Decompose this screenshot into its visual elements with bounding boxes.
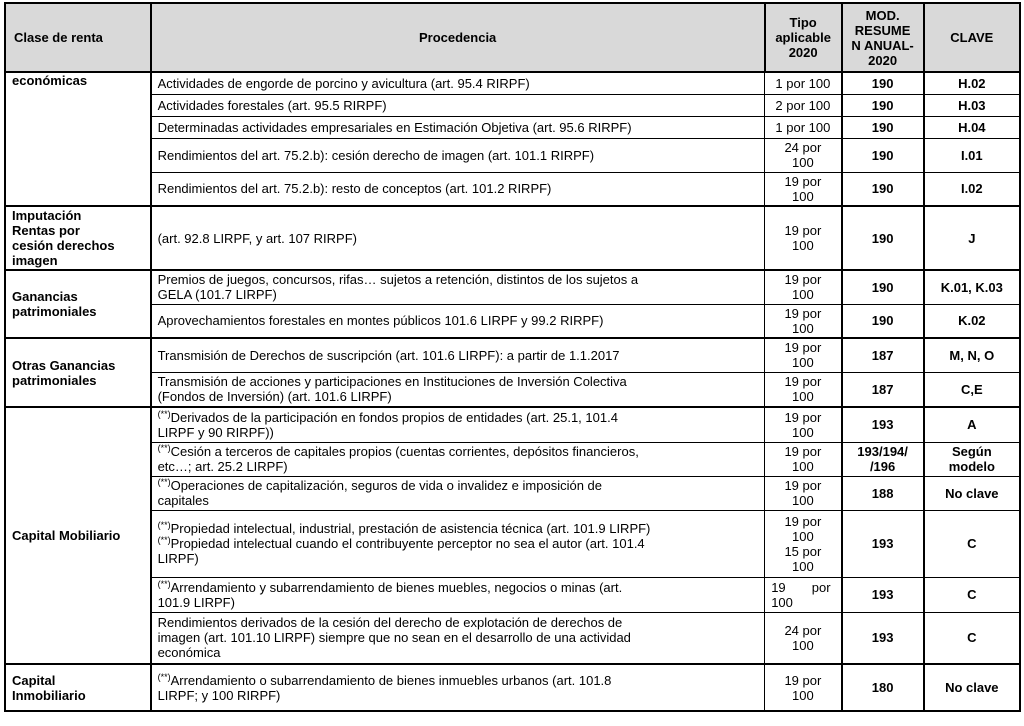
tipo-line: 24 por [784,622,822,638]
proc-line: (Fondos de Inversión) (art. 101.6 LIRPF) [157,389,392,405]
tipo-cell [765,407,842,442]
clave-cell: K.02 [924,304,1020,338]
header-tipo [765,3,842,72]
table-row [5,270,1020,304]
tipo-line: 100 [792,493,814,508]
proc-line: Derivados de la participación en fondos propios de entidades (art. 25.1, 101.4 [170,409,618,425]
table-row [5,510,1020,577]
tipo-cell [765,577,842,612]
header-tipo-line: Tipo [789,15,817,30]
marker-sup: (**) [157,477,171,487]
table-row [5,72,1020,94]
tipo-split [771,580,834,595]
header-row [5,3,1020,72]
group-label-line: patrimoniales [12,304,97,319]
table-row [5,476,1020,510]
group-label-line: Rentas por [12,223,80,238]
tipo-cell: 1 por 100 [765,72,842,94]
header-procedencia: Procedencia [151,3,765,72]
proc-line: LIRPF y 90 RIRPF)) [157,424,274,440]
tipo-line: 19 por [784,272,822,288]
proc-line: Premios de juegos, concursos, rifas… sujetos a retención, distintos de los sujetos a [157,272,639,288]
clave-cell: M, N, O [924,338,1020,372]
clave-cell: H.03 [924,94,1020,116]
clave-cell: A [924,407,1020,442]
header-mod-line: MOD. [865,7,900,23]
tipo-line: 100 [792,320,814,336]
tipo-line: 100 [792,528,814,544]
marker-sup: (**) [157,671,171,682]
tipo-cell [765,270,842,304]
tipo-cell [765,138,842,172]
clave-cell: No clave [924,664,1020,711]
procedencia-cell [151,476,765,510]
clave-cell: K.01, K.03 [924,270,1020,304]
header-tipo-line: aplicable [775,30,831,45]
group-label-otras-ganancias [5,338,151,407]
tipo-line: 100 [792,389,814,405]
clave-cell: J [924,206,1020,270]
tipo-line: 19 por [784,374,822,390]
mod-cell: 180 [842,664,924,711]
clave-cell: C [924,612,1020,664]
table-row [5,442,1020,476]
tipo-cell [765,172,842,206]
mod-cell: 190 [842,270,924,304]
mod-cell: 188 [842,476,924,510]
group-label-line: patrimoniales [12,372,97,388]
marker-sup: (**) [157,408,171,419]
tipo-line: 100 [792,637,814,653]
tipo-line: 100 [792,459,814,474]
mod-cell: 193 [842,612,924,664]
mod-cell: 190 [842,138,924,172]
group-label-ganancias [5,270,151,338]
mod-cell: 187 [842,372,924,407]
tipo-line: 19 por [784,223,822,238]
procedencia-cell [151,612,765,664]
tipo-line: por [811,579,831,595]
tipo-line: 100 [792,558,814,574]
tipo-cell [765,612,842,664]
proc-line: Propiedad intelectual cuando el contribuyente perceptor no sea el autor (art. 101.4 [170,536,645,551]
tipo-line: 19 por [784,444,822,459]
group-label-line: imagen [12,253,58,268]
procedencia-cell [151,510,765,577]
tipo-line: 19 por [784,305,822,321]
procedencia-cell: Aprovechamientos forestales en montes públicos 101.6 LIRPF y 99.2 RIRPF) [151,304,765,338]
group-label-imputacion [5,206,151,270]
proc-line: Cesión a terceros de capitales propios (cuentas corrientes, depósitos financieros, [170,444,639,459]
renta-table [4,2,1021,712]
procedencia-cell [151,442,765,476]
procedencia-cell [151,270,765,304]
tipo-line: 19 por [784,409,822,425]
mod-line: /196 [869,459,896,474]
group-label-economicas: económicas [5,72,151,206]
marker-sup: (**) [157,443,171,453]
table-row [5,338,1020,372]
proc-line: 101.9 LIRPF) [157,594,235,610]
tipo-line: 19 por [784,478,822,493]
header-tipo-line: 2020 [788,45,818,60]
procedencia-cell: Rendimientos del art. 75.2.b): resto de conceptos (art. 101.2 RIRPF) [151,172,765,206]
table-row [5,206,1020,270]
clave-line: modelo [948,459,995,474]
group-label-line: cesión derechos [12,238,115,253]
proc-line: Operaciones de capitalización, seguros de vida o invalidez e imposición de [170,478,602,493]
tipo-cell: 2 por 100 [765,94,842,116]
table-row [5,372,1020,407]
tipo-line: 19 [771,579,786,595]
tipo-line: 100 [792,155,814,170]
clave-cell: H.04 [924,116,1020,138]
procedencia-cell [151,577,765,612]
tipo-cell [765,442,842,476]
procedencia-cell: (art. 92.8 LIRPF, y art. 107 RIRPF) [151,206,765,270]
procedencia-cell [151,372,765,407]
tipo-cell [765,372,842,407]
table-row [5,664,1020,711]
proc-line: Arrendamiento o subarrendamiento de bienes inmuebles urbanos (art. 101.8 [170,672,612,688]
tipo-line: 19 por [784,672,822,688]
tipo-line: 100 [792,287,814,303]
mod-cell: 187 [842,338,924,372]
proc-line: Arrendamiento y subarrendamiento de bienes muebles, negocios o minas (art. [170,579,623,595]
tipo-split [771,595,834,610]
mod-cell: 190 [842,172,924,206]
tipo-cell: 1 por 100 [765,116,842,138]
table-row [5,577,1020,612]
tipo-line: 19 por [784,340,822,356]
tipo-cell [765,664,842,711]
table-row [5,612,1020,664]
clave-line: Según [951,444,992,459]
mod-cell: 193 [842,577,924,612]
proc-line: económica [157,645,221,661]
tipo-line: 100 [792,188,814,204]
clave-cell: I.02 [924,172,1020,206]
mod-line: 193/194/ [857,444,908,459]
table-row [5,407,1020,442]
procedencia-cell: Determinadas actividades empresariales en Estimación Objetiva (art. 95.6 RIRPF) [151,116,765,138]
header-mod-line: RESUME [854,22,911,38]
proc-line: imagen (art. 101.10 LIRPF) siempre que no sean en el desarrollo de una actividad [157,630,631,646]
tipo-cell [765,476,842,510]
group-label-line: Ganancias [12,289,78,304]
table-row [5,116,1020,138]
proc-line: Rendimientos derivados de la cesión del derecho de explotación de derechos de [157,615,623,631]
group-label-line: Inmobiliario [12,687,86,703]
proc-line: Transmisión de acciones y participaciones en Instituciones de Inversión Colectiva [157,374,627,390]
procedencia-cell [151,664,765,711]
procedencia-cell: Actividades de engorde de porcino y avicultura (art. 95.4 RIRPF) [151,72,765,94]
mod-cell: 193 [842,510,924,577]
procedencia-cell: Rendimientos del art. 75.2.b): cesión derecho de imagen (art. 101.1 RIRPF) [151,138,765,172]
clave-cell: C [924,510,1020,577]
proc-line: LIRPF) [157,551,199,566]
tipo-cell [765,510,842,577]
header-clave: CLAVE [924,3,1020,72]
proc-line: etc…; art. 25.2 LIRPF) [157,459,288,474]
mod-cell: 190 [842,304,924,338]
clave-cell: H.02 [924,72,1020,94]
header-clase: Clase de renta [5,3,151,72]
tipo-cell [765,338,842,372]
group-label-capital-mobiliario: Capital Mobiliario [5,407,151,664]
group-label-line: Otras Ganancias [12,357,116,373]
mod-cell [842,442,924,476]
mod-cell: 190 [842,116,924,138]
group-label-line: Capital [12,672,56,688]
procedencia-cell: Transmisión de Derechos de suscripción (art. 101.6 LIRPF): a partir de 1.1.2017 [151,338,765,372]
proc-line: LIRPF; y 100 RIRPF) [157,687,281,703]
group-label-line: Imputación [12,208,82,223]
table-row [5,94,1020,116]
clave-cell: C,E [924,372,1020,407]
tipo-line: 100 [792,424,814,440]
tipo-cell [765,304,842,338]
tipo-line: 19 por [784,513,822,529]
clave-cell: No clave [924,476,1020,510]
clave-cell: I.01 [924,138,1020,172]
header-mod-line: 2020 [868,52,898,68]
mod-cell: 193 [842,407,924,442]
mod-cell: 190 [842,206,924,270]
proc-line: capitales [157,493,209,508]
mod-cell: 190 [842,72,924,94]
procedencia-cell: Actividades forestales (art. 95.5 RIRPF) [151,94,765,116]
header-mod-line: N ANUAL- [851,37,914,53]
clave-cell: C [924,577,1020,612]
procedencia-cell [151,407,765,442]
proc-line: Propiedad intelectual, industrial, prestación de asistencia técnica (art. 101.9 LIRPF) [170,521,651,536]
clave-cell [924,442,1020,476]
group-label-capital-inmobiliario [5,664,151,711]
mod-cell: 190 [842,94,924,116]
tipo-line: 100 [792,238,814,253]
marker-sup: (**) [157,535,171,545]
tipo-line: 19 por [784,173,822,189]
table-row [5,138,1020,172]
tipo-line: 100 [792,687,814,703]
tipo-line: 24 por [784,140,822,155]
marker-sup: (**) [157,578,171,589]
table-row [5,304,1020,338]
table-row [5,172,1020,206]
marker-sup: (**) [157,520,171,530]
tipo-line: 100 [771,594,793,610]
tipo-line: 100 [792,355,814,371]
tipo-cell [765,206,842,270]
proc-line: GELA (101.7 LIRPF) [157,287,277,303]
header-mod [842,3,924,72]
tipo-line: 15 por [784,543,822,559]
